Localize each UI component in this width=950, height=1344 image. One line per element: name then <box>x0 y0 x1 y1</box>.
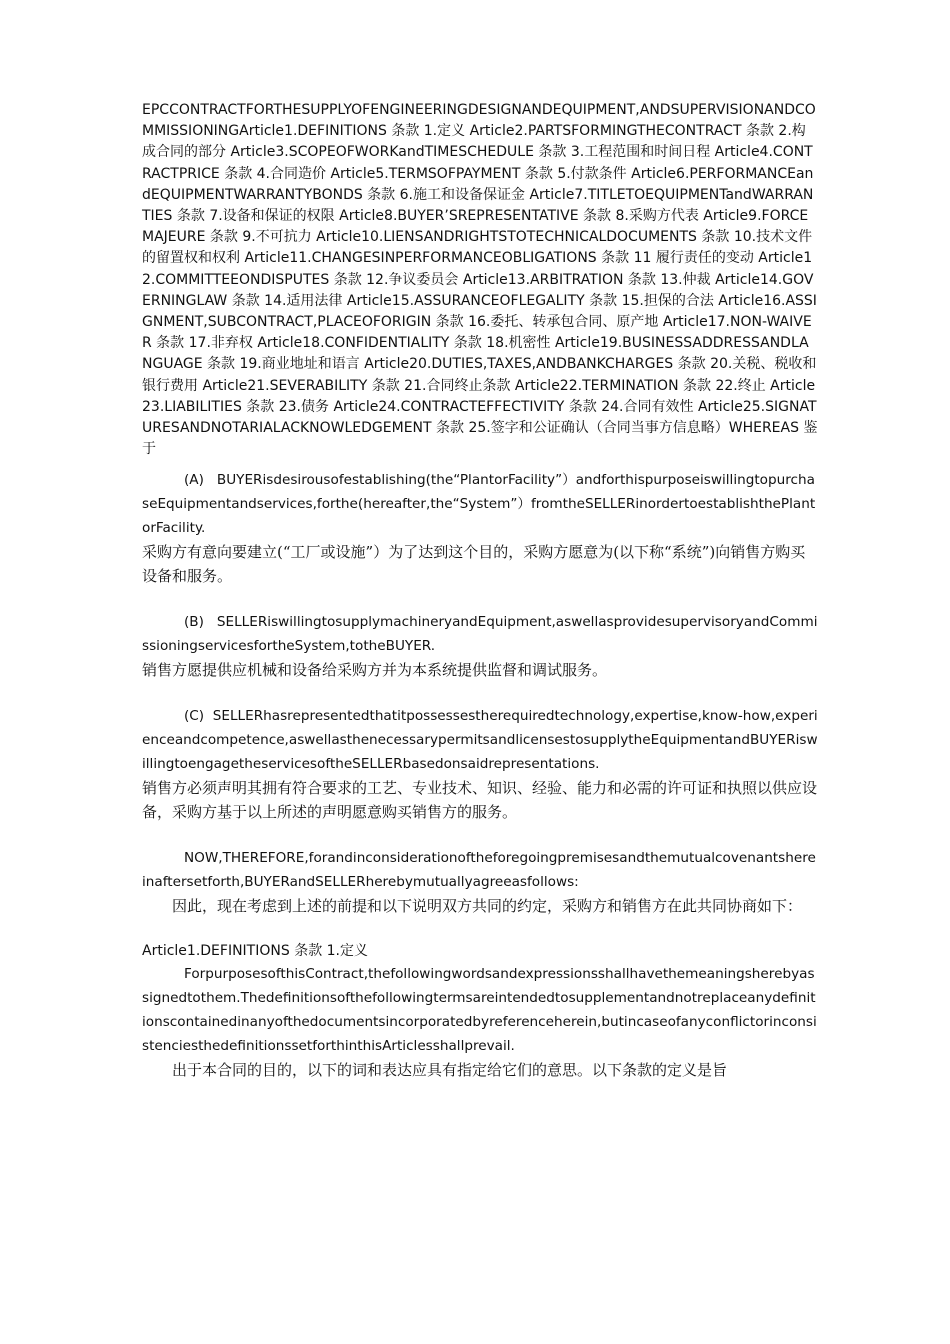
now-therefore-english: NOW,THEREFORE,forandinconsiderationoftheforegoingpremisesandthemutualcovenantshereinaftersetforth,BUYERandSELLERherebymutuallyagreeasfollows: <box>142 850 816 891</box>
recital-a-english: (A) BUYERisdesirousofestablishing(the“PlantorFacility”）andforthispurposeiswillingtopurchaseEquipmentandservices,forthe(hereafter,the“System”）fromtheSELLERinordertoestablishthePlantorFacility. <box>142 472 816 537</box>
recital-b-chinese: 销售方愿提供应机械和设备给采购方并为本系统提供监督和调试服务。 <box>142 661 608 680</box>
document-page <box>142 100 818 1082</box>
spacer <box>142 918 818 940</box>
spacer <box>142 588 818 610</box>
recital-c-english: (C) SELLERhasrepresentedthatitpossessestherequiredtechnology,expertise,know-how,experienceandcompetence,aswellasthenecessarypermitsandlicensestosupplytheEquipmentandBUYERiswillingtoengagetheservicesoftheSELLERbasedonsaidrepresentations. <box>142 708 818 773</box>
spacer <box>142 824 818 846</box>
recital-a-chinese: 采购方有意向要建立(“工厂或设施”）为了达到这个目的，采购方愿意为(以下称“系统”)向销售方购买设备和服务。 <box>142 543 806 586</box>
spacer <box>142 682 818 704</box>
article-1-chinese: 出于本合同的目的，以下的词和表达应具有指定给它们的意思。以下条款的定义是旨 <box>172 1061 728 1080</box>
recital-c-chinese: 销售方必须声明其拥有符合要求的工艺、专业技术、知识、经验、能力和必需的许可证和执照以供应设备，采购方基于以上所述的声明愿意购买销售方的服务。 <box>142 779 818 822</box>
article-1-heading: Article1.DEFINITIONS 条款 1.定义 <box>142 943 368 960</box>
table-of-contents: EPCCONTRACTFORTHESUPPLYOFENGINEERINGDESIGNANDEQUIPMENT,ANDSUPERVISIONANDCOMMISSIONINGArticle1.DEFINITIONS 条款 1.定义 Article2.PARTSFORMINGTHECONTRACT 条款 2.构成合同的部分 Article3.SCOPEOFWORKandTIMESCHEDULE 条款 3.工程范围和时间日程 Article4.CONTRACTPRICE 条款 4.合同造价 Article5.TERMSOFPAYMENT 条款 5.付款条件 Article6.PERFORMANCEandEQUIPMENTWARRANTYBONDS 条款 6.施工和设备保证金 Article7.TITLETOEQUIPMENTandWARRANTIES 条款 7.设备和保证的权限 Article8.BUYER’SREPRESENTATIVE 条款 8.采购方代表 Article9.FORCEMAJEURE 条款 9.不可抗力 Article10.LIENSANDRIGHTSTOTECHNICALDOCUMENTS 条款 10.技术文件的留置权和权利 Article11.CHANGESINPERFORMANCEOBLIGATIONS 条款 11 履行责任的变动 Article12.COMMITTEEONDISPUTES 条款 12.争议委员会 Article13.ARBITRATION 条款 13.仲裁 Article14.GOVERNINGLAW 条款 14.适用法律 Article15.ASSURANCEOFLEGALITY 条款 15.担保的合法 Article16.ASSIGNMENT,SUBCONTRACT,PLACEOFORIGIN 条款 16.委托、转承包合同、原产地 Article17.NON-WAIVER 条款 17.非弃权 Article18.CONFIDENTIALITY 条款 18.机密性 Article19.BUSINESSADDRESSANDLANGUAGE 条款 19.商业地址和语言 Article20.DUTIES,TAXES,ANDBANKCHARGES 条款 20.关税、税收和银行费用 Article21.SEVERABILITY 条款 21.合同终止条款 Article22.TERMINATION 条款 22.终止 Article23.LIABILITIES 条款 23.债务 Article24.CONTRACTEFFECTIVITY 条款 24.合同有效性 Article25.SIGNATURESANDNOTARIALACKNOWLEDGEMENT 条款 25.签字和公证确认（合同当事方信息略）WHEREAS 鉴于 <box>142 102 818 458</box>
now-therefore-chinese: 因此，现在考虑到上述的前提和以下说明双方共同的约定，采购方和销售方在此共同协商如下： <box>172 897 803 916</box>
spacer <box>142 460 818 468</box>
article-1-english: ForpurposesofthisContract,thefollowingwordsandexpressionsshallhavethemeaningsherebyassignedtothem.Thedefinitionsofthefollowingtermsareintendedtosupplementandnotreplaceanydefinitionscontainedinanyofthedocumentsincorporatedbyreferenceherein,butincaseofanyconflictorinconsistenciesthedefinitionssetforthinthisArticlesshallprevail. <box>142 966 817 1055</box>
recital-b-english: (B) SELLERiswillingtosupplymachineryandEquipment,aswellasprovidesupervisoryandCommissioningservicesfortheSystem,totheBUYER. <box>142 614 818 655</box>
